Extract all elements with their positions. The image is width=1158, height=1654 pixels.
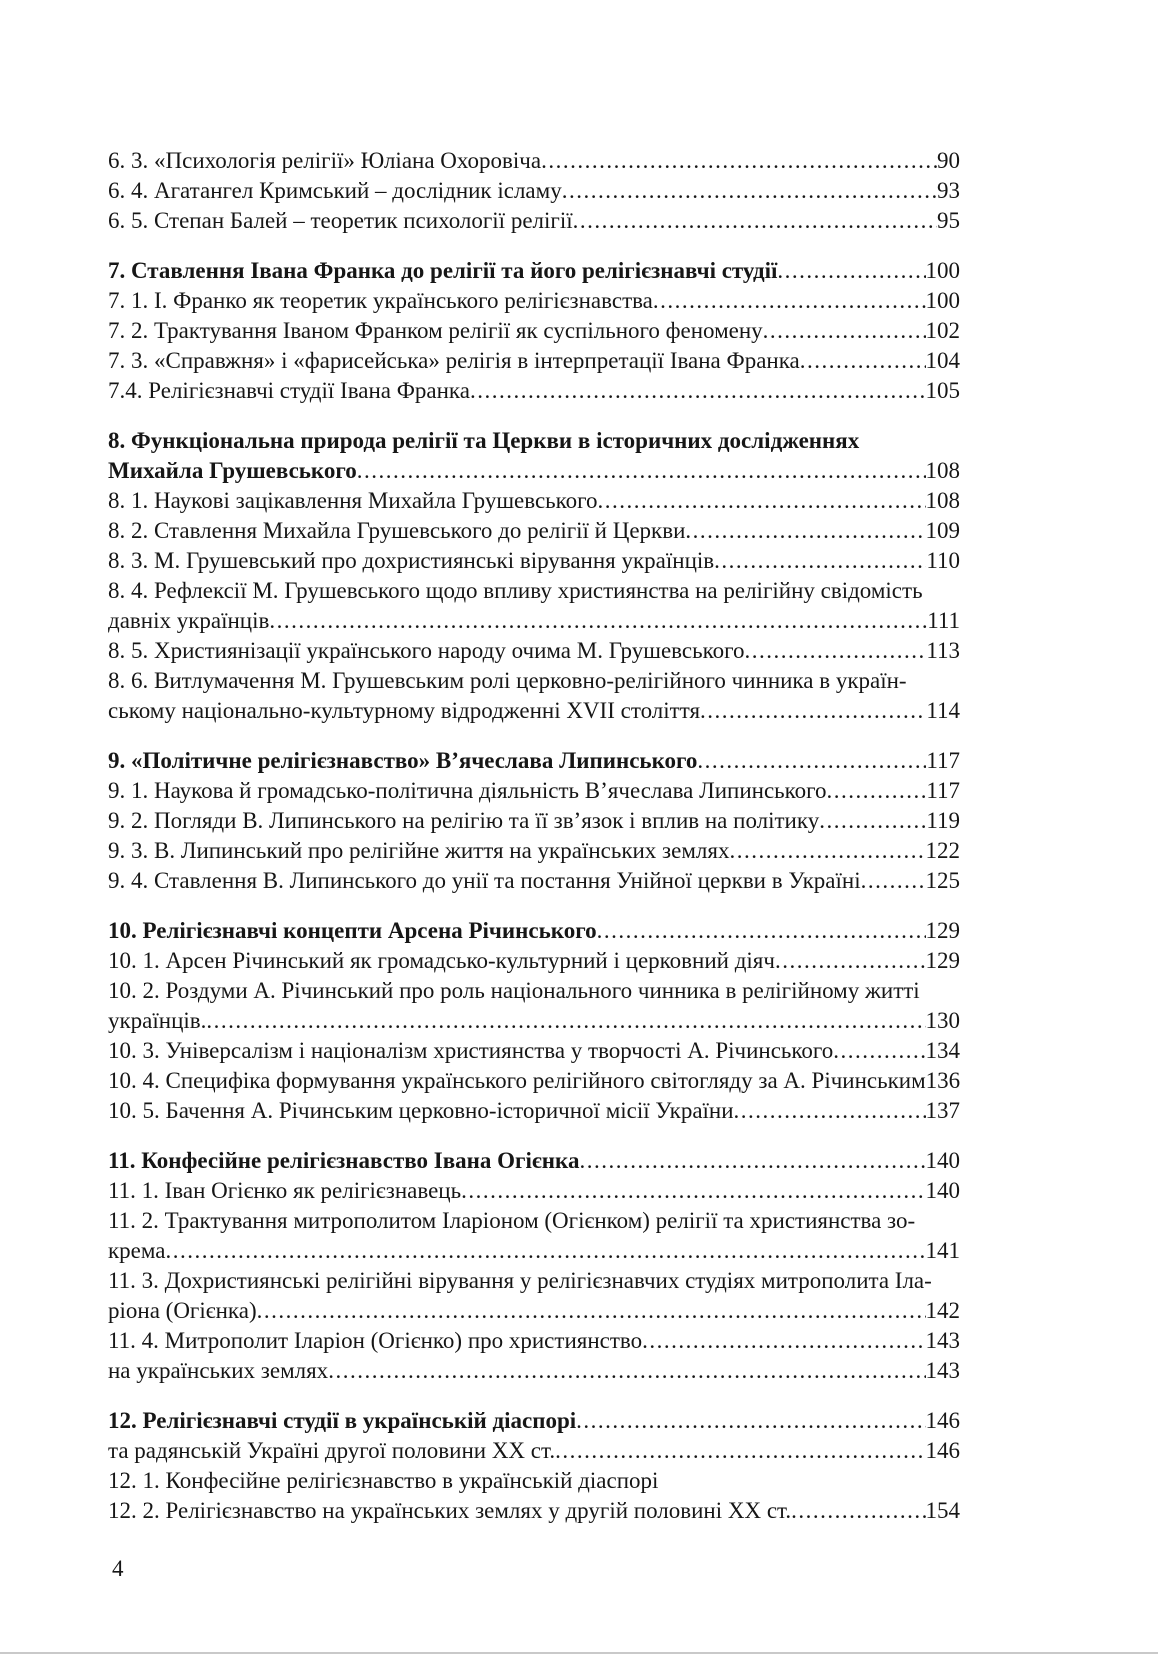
toc-row: [108, 976, 960, 1006]
toc-row-page-number: 90: [937, 148, 960, 173]
toc-row-dotted-leader: [827, 776, 927, 806]
toc-row: [108, 1006, 960, 1036]
toc-row-dotted-leader: [734, 1096, 926, 1126]
toc-row-page-number: 104: [925, 348, 960, 373]
toc-row: [108, 316, 960, 346]
toc-row-dotted-leader: [541, 146, 937, 176]
toc-row-text: 12. 2. Релігієзнавство на українських землях у другій половині ХХ ст.: [108, 1498, 792, 1523]
toc-row: [108, 1096, 960, 1126]
toc-row-text: 9. 3. В. Липинський про релігійне життя на українських землях: [108, 838, 730, 863]
toc-row: [108, 516, 960, 546]
toc-section-heading-row: [108, 746, 960, 776]
toc-row-page-number: 108: [925, 488, 960, 513]
toc-row-dotted-leader: [700, 696, 926, 726]
toc-row-page-number: 129: [925, 918, 960, 943]
toc-row-page-number: 143: [925, 1328, 960, 1353]
toc-row: [108, 1206, 960, 1236]
toc-row-text: 11. 1. Іван Огієнко як релігієзнавець: [108, 1178, 462, 1203]
toc-row-text: крема: [108, 1238, 166, 1263]
toc-row: [108, 1436, 960, 1466]
toc-row-text: 10. Релігієзнавчі концепти Арсена Річинського: [108, 918, 597, 943]
toc-group: [108, 916, 960, 1126]
toc-row-dotted-leader: [685, 516, 925, 546]
toc-row-text: Михайла Грушевського: [108, 458, 357, 483]
toc-row: [108, 346, 960, 376]
toc-row-text: 8. 1. Наукові зацікавлення Михайла Грушевського: [108, 488, 598, 513]
toc-row-text: 6. 4. Агатангел Кримський – дослідник ісламу: [108, 178, 562, 203]
toc-group: [108, 146, 960, 236]
toc-row-page-number: 111: [927, 608, 960, 633]
toc-row-dotted-leader: [729, 836, 925, 866]
toc-row-page-number: 130: [925, 1008, 960, 1033]
toc-row-text: 10. 2. Роздуми А. Річинський про роль національного чинника в релігійному житті: [108, 978, 920, 1003]
toc-row-dotted-leader: [763, 316, 926, 346]
toc-row-dotted-leader: [744, 636, 926, 666]
toc-row-dotted-leader: [555, 1436, 925, 1466]
toc-row-text: 8. Функціональна природа релігії та Церкви в історичних дослідженнях: [108, 428, 860, 453]
toc-row: [108, 806, 960, 836]
toc-row-text: 11. 4. Митрополит Іларіон (Огієнко) про християнство: [108, 1328, 643, 1353]
toc-row: [108, 376, 960, 406]
toc-row-page-number: 137: [925, 1098, 960, 1123]
toc-row-dotted-leader: [328, 1356, 925, 1386]
toc-row-text: 6. 5. Степан Балей – теоретик психології релігії: [108, 208, 573, 233]
toc-row: [108, 636, 960, 666]
toc-row-text: українців.: [108, 1008, 207, 1033]
toc-row-dotted-leader: [861, 866, 926, 896]
toc-row-page-number: 141: [925, 1238, 960, 1263]
toc-row-page-number: 117: [926, 778, 960, 803]
toc-row-text: 8. 5. Християнізації українського народу очима М. Грушевського: [108, 638, 745, 663]
toc-row-dotted-leader: [257, 1296, 926, 1326]
toc-row-page-number: 119: [926, 808, 960, 833]
toc-row-text: 7.4. Релігієзнавчі студії Івана Франка: [108, 378, 470, 403]
toc-group: [108, 426, 960, 726]
toc-row-page-number: 108: [925, 458, 960, 483]
toc-row-page-number: 134: [925, 1038, 960, 1063]
toc-row-text: та радянській Україні другої половини ХХ ст.: [108, 1438, 556, 1463]
toc-row-page-number: 136: [925, 1068, 961, 1093]
toc-row-text: ському національно-культурному відродженні XVII століття: [108, 698, 701, 723]
toc-group: [108, 1406, 960, 1526]
toc-row-dotted-leader: [833, 1036, 925, 1066]
toc-row-text: 10. 1. Арсен Річинський як громадсько-культурний і церковний діяч: [108, 948, 775, 973]
toc-row-page-number: 146: [925, 1408, 960, 1433]
toc-row-dotted-leader: [800, 346, 926, 376]
toc-row-page-number: 109: [925, 518, 960, 543]
toc-row: [108, 286, 960, 316]
toc-row: [108, 146, 960, 176]
toc-row-dotted-leader: [357, 456, 926, 486]
toc-row-dotted-leader: [562, 176, 937, 206]
toc-row-dotted-leader: [697, 746, 926, 776]
toc-row: [108, 1356, 960, 1386]
toc-section-heading-row: [108, 456, 960, 486]
toc-row-text: 11. Конфесійне релігієзнавство Івана Огієнка: [108, 1148, 580, 1173]
toc-row-page-number: 110: [926, 548, 960, 573]
toc-row-text: 7. 1. І. Франко як теоретик українського релігієзнавства: [108, 288, 653, 313]
toc-row-text: 10. 4. Специфіка формування українського релігійного світогляду за А. Річинським: [108, 1068, 926, 1093]
toc-row-page-number: 105: [925, 378, 960, 403]
toc-row-text: 11. 2. Трактування митрополитом Іларіоном (Огієнком) релігії та християнства зо-: [108, 1208, 916, 1233]
toc-row: [108, 1266, 960, 1296]
toc-section-heading-row: [108, 426, 960, 456]
toc-row-dotted-leader: [597, 916, 926, 946]
toc-row-text: 9. «Політичне релігієзнавство» В’ячеслава Липинського: [108, 748, 698, 773]
toc-row-page-number: 122: [925, 838, 960, 863]
toc-row-page-number: 146: [925, 1438, 960, 1463]
toc-row: [108, 1176, 960, 1206]
toc-row: [108, 606, 960, 636]
toc-row-dotted-leader: [269, 606, 927, 636]
toc-row-text: 6. 3. «Психологія релігії» Юліана Охоровіча: [108, 148, 542, 173]
toc-row-text: 9. 2. Погляди В. Липинського на релігію та її зв’язок і вплив на політику: [108, 808, 820, 833]
toc-section-heading-row: [108, 1146, 960, 1176]
toc-row: [108, 1496, 960, 1526]
toc-row-dotted-leader: [576, 1406, 925, 1436]
toc-row-text: 7. 3. «Справжня» і «фарисейська» релігія в інтерпретації Івана Франка: [108, 348, 800, 373]
toc-row-text: 7. 2. Трактування Іваном Франком релігії як суспільного феномену: [108, 318, 763, 343]
toc-row-page-number: 114: [926, 698, 960, 723]
toc-row: [108, 1036, 960, 1066]
toc-row-page-number: 142: [925, 1298, 960, 1323]
toc-group: [108, 1146, 960, 1386]
toc-row-dotted-leader: [653, 286, 926, 316]
toc-row-page-number: 143: [925, 1358, 960, 1383]
toc-row: [108, 946, 960, 976]
toc-row-page-number: 100: [925, 288, 960, 313]
toc-row-dotted-leader: [166, 1236, 926, 1266]
toc-row-dotted-leader: [579, 1146, 925, 1176]
toc-row-text: 8. 2. Ставлення Михайла Грушевського до релігії й Церкви: [108, 518, 686, 543]
toc-row-dotted-leader: [598, 486, 926, 516]
toc-row-dotted-leader: [206, 1006, 925, 1036]
toc-list: [108, 146, 960, 1526]
toc-section-heading-row: [108, 1406, 960, 1436]
toc-row: [108, 866, 960, 896]
toc-row: [108, 576, 960, 606]
toc-row-page-number: 125: [925, 868, 960, 893]
toc-row-dotted-leader: [573, 206, 937, 236]
toc-row-text: 9. 4. Ставлення В. Липинського до унії та постання Унійної церкви в Україні: [108, 868, 861, 893]
toc-row-dotted-leader: [775, 946, 926, 976]
toc-section-heading-row: [108, 916, 960, 946]
toc-section-heading-row: [108, 256, 960, 286]
toc-row-page-number: 154: [925, 1498, 960, 1523]
toc-row-text: 8. 4. Рефлексії М. Грушевського щодо впливу християнства на релігійну свідомість: [108, 578, 923, 603]
toc-row: [108, 836, 960, 866]
toc-row-text: 8. 3. М. Грушевський про дохристиянські вірування українців: [108, 548, 715, 573]
toc-row-text: 11. 3. Дохристиянські релігійні вірування у релігієзнавчих студіях митрополита Іла-: [108, 1268, 932, 1293]
toc-row: [108, 1296, 960, 1326]
toc-row: [108, 666, 960, 696]
toc-row-page-number: 93: [937, 178, 960, 203]
toc-row: [108, 206, 960, 236]
toc-row: [108, 1236, 960, 1266]
toc-row: [108, 776, 960, 806]
toc-row-dotted-leader: [714, 546, 926, 576]
toc-row-dotted-leader: [777, 256, 925, 286]
toc-row: [108, 1326, 960, 1356]
toc-row-page-number: 117: [926, 748, 960, 773]
toc-row-page-number: 113: [926, 638, 960, 663]
toc-row-text: 7. Ставлення Івана Франка до релігії та його релігієзнавчі студії: [108, 258, 778, 283]
toc-row-page-number: 140: [925, 1178, 960, 1203]
toc-row-dotted-leader: [642, 1326, 925, 1356]
toc-row: [108, 1466, 960, 1496]
toc-row-text: 10. 5. Бачення А. Річинським церковно-історичної місії України: [108, 1098, 734, 1123]
toc-row-text: давніх українців: [108, 608, 270, 633]
toc-row-dotted-leader: [819, 806, 926, 836]
toc-row-page-number: 95: [937, 208, 960, 233]
toc-row: [108, 546, 960, 576]
toc-row-page-number: 129: [925, 948, 960, 973]
toc-row-page-number: 140: [925, 1148, 960, 1173]
toc-row: [108, 176, 960, 206]
toc-row-dotted-leader: [461, 1176, 925, 1206]
toc-row-dotted-leader: [470, 376, 926, 406]
toc-row-page-number: 100: [925, 258, 960, 283]
toc-row-text: на українських землях: [108, 1358, 329, 1383]
toc-row: [108, 1066, 960, 1096]
toc-group: [108, 746, 960, 896]
toc-row-text: 8. 6. Витлумачення М. Грушевським ролі церковно-релігійного чинника в україн-: [108, 668, 907, 693]
toc-row-page-number: 102: [925, 318, 960, 343]
toc-row-text: 12. 1. Конфесійне релігієзнавство в українській діаспорі: [108, 1468, 659, 1493]
page-number: 4: [112, 1556, 124, 1581]
toc-row-text: 10. 3. Універсалізм і націоналізм християнства у творчості А. Річинського: [108, 1038, 834, 1063]
toc-row: [108, 486, 960, 516]
toc-row-dotted-leader: [791, 1496, 925, 1526]
toc-row-text: ріона (Огієнка): [108, 1298, 257, 1323]
toc-row-text: 9. 1. Наукова й громадсько-політична діяльність В’ячеслава Липинського: [108, 778, 827, 803]
toc-row: [108, 696, 960, 726]
toc-row-text: 12. Релігієзнавчі студії в українській діаспорі: [108, 1408, 577, 1433]
toc-group: [108, 256, 960, 406]
